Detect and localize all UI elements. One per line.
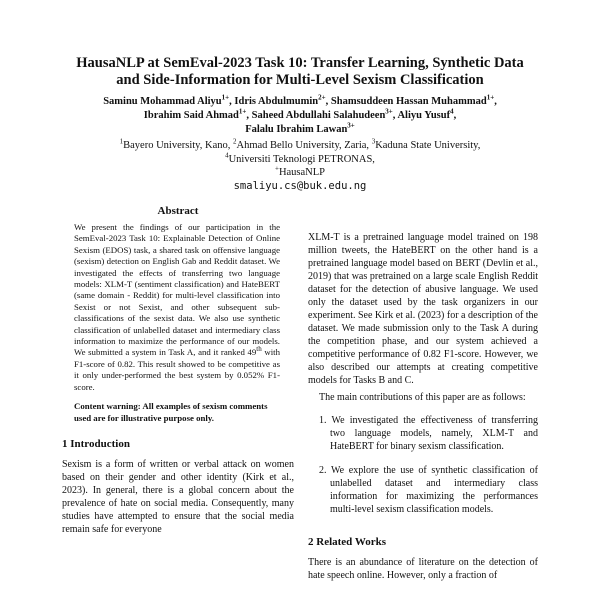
related-works-heading: 2 Related Works <box>308 536 387 548</box>
body-paragraph: XLM-T is a pretrained language model trained on 198 million tweets, the HateBERT on the other hand is a pretrained language model based on BERT (Devlin et al., 2019) that was pretrained on a large scale English Reddit dataset for the detection of abusive language. We used only the dataset used by the task organizers in our experiment. See Kirk et al. (2023) for a description of the dataset. We made submission only to the Task A during the competition phase, and our system achieved a competitive performance of 0.82 F1-score. However, we also described our attempts at creating competitive models for Tasks B and C. <box>308 232 538 386</box>
contact-email: smaliyu.cs@buk.edu.ng <box>233 180 367 192</box>
introduction-heading: 1 Introduction <box>62 437 130 450</box>
left-column <box>62 205 294 536</box>
related-works-text: There is an abundance of literature on the detection of hate speech online. However, only a fraction of <box>308 557 538 581</box>
author: Saheed Abdullahi Salahudeen$^{3+}$, <box>251 107 398 121</box>
affiliation-line: $^1$Bayero University, Kano, $^2$Ahmad Bello University, Zaria, $^3$Kaduna State University, <box>119 137 481 151</box>
paper-title <box>40 55 560 89</box>
author: Saminu Mohammad Aliyu$^{1+}$, <box>103 93 235 107</box>
affiliation-line: +HausaNLP <box>274 164 326 178</box>
list-item: 2. We explore the use of synthetic classification of unlabelled dataset and intermediary class information for maximizing the performances multi-level sexism classification models. <box>319 465 538 515</box>
author: Shamsuddeen Hassan Muhammad$^{1+}$, <box>330 93 497 107</box>
content-warning: Content warning: All examples of sexism comments used are for illustrative purpose only. <box>74 401 268 423</box>
introduction-text: Sexism is a form of written or verbal attack on women based on their gender and other identity (Kirk et al., 2023). In general, there is a global concern about the prevalence of hate on social media. Consequently, many studies have attempted to ensure that the social media remain safe for everyone <box>62 458 294 535</box>
author-list <box>30 95 570 137</box>
abstract-text: We present the findings of our participation in the SemEval-2023 Task 10: Explainable Detection of Online Sexism (EDOS) task, a shared task on offensive language (sexism) detection on English Gab and Reddit dataset. We investigated the effects of transferring two language models: XLM-T (sentiment classification) and HateBERT (same domain - Reddit) for multi-level classification into Sexist or not Sexist, and other subsequent sub-classifications of the sexist data. We also use synthetic classification of unlabelled dataset and intermediary class information to maximize the performance of our models. We submitted a system in Task A, and it ranked 49th with F1-score of 0.82. This result showed to be competitive as it only under-performed the best system by 0.052% F1-score. <box>74 222 280 392</box>
author: Ibrahim Said Ahmad$^{1+}$, <box>143 107 252 121</box>
contribution-list <box>308 414 538 516</box>
author: Aliyu Yusuf$^4$, <box>397 107 457 121</box>
title-line-2: and Side-Information for Multi-Level Sexism Classification <box>116 72 484 88</box>
author: Falalu Ibrahim Lawan$^{3+}$ <box>245 121 355 135</box>
affiliation-line: $^4$Universiti Teknologi PETRONAS, <box>225 151 375 165</box>
author: Idris Abdulmumin$^{2+}$, <box>234 93 331 107</box>
affiliations <box>30 139 570 180</box>
body-paragraph: The main contributions of this paper are as follows: <box>319 392 526 403</box>
list-item: 1. We investigated the effectiveness of transferring two language models, namely, XLM-T and HateBERT for binary sexism classification. <box>319 415 538 452</box>
right-column <box>308 205 538 582</box>
title-line-1: HausaNLP at SemEval-2023 Task 10: Transfer Learning, Synthetic Data <box>76 55 524 71</box>
abstract-heading: Abstract <box>157 205 199 217</box>
